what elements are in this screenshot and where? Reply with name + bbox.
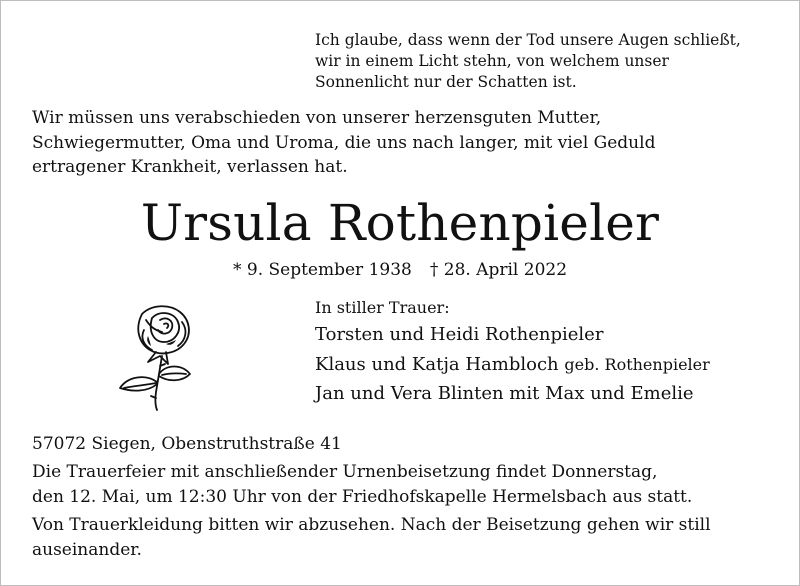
quote-line: Sonnenlicht nur der Schatten ist. — [315, 73, 577, 91]
address: 57072 Siegen, Obenstruthstraße 41 — [32, 434, 342, 454]
intro-line: Schwiegermutter, Oma und Uroma, die uns nach langer, mit viel Geduld — [32, 132, 656, 153]
intro-line: ertragener Krankheit, verlassen hat. — [32, 157, 348, 177]
mourner-row — [315, 350, 785, 380]
mourner-row — [315, 379, 785, 409]
clothing-line: auseinander. — [32, 539, 142, 560]
deceased-name: Ursula Rothenpieler — [140, 194, 660, 252]
mourner-note: geb. Rothenpieler — [564, 354, 710, 374]
birth-date: * 9. September 1938 — [232, 260, 412, 280]
life-dates — [0, 258, 800, 282]
mourner-row — [315, 320, 785, 350]
mourners-lead: In stiller Trauer: — [315, 298, 450, 317]
quote-line: Ich glaube, dass wenn der Tod unsere Augen schließt, — [315, 31, 741, 49]
clothing-notice — [32, 513, 772, 562]
intro-text — [32, 106, 772, 180]
rose-icon — [104, 300, 204, 412]
quote-line: wir in einem Licht stehn, von welchem unser — [315, 52, 669, 70]
ceremony-line: Die Trauerfeier mit anschließender Urnenbeisetzung findet Donnerstag, — [32, 462, 658, 482]
mourner-name: Jan und Vera Blinten mit Max und Emelie — [315, 383, 694, 404]
epigraph-quote — [315, 30, 785, 93]
death-date: † 28. April 2022 — [429, 260, 568, 280]
mourners-block — [315, 296, 785, 409]
ceremony-line: den 12. Mai, um 12:30 Uhr von der Friedhofskapelle Hermelsbach aus statt. — [32, 486, 693, 507]
intro-line: Wir müssen uns verabschieden von unserer herzensguten Mutter, — [32, 108, 602, 128]
clothing-line: Von Trauerkleidung bitten wir abzusehen. Nach der Beisetzung gehen wir still — [32, 515, 711, 535]
mourner-name: Torsten und Heidi Rothenpieler — [315, 324, 604, 345]
mourner-name: Klaus und Katja Hambloch — [315, 353, 559, 375]
ceremony-notice — [32, 460, 772, 509]
